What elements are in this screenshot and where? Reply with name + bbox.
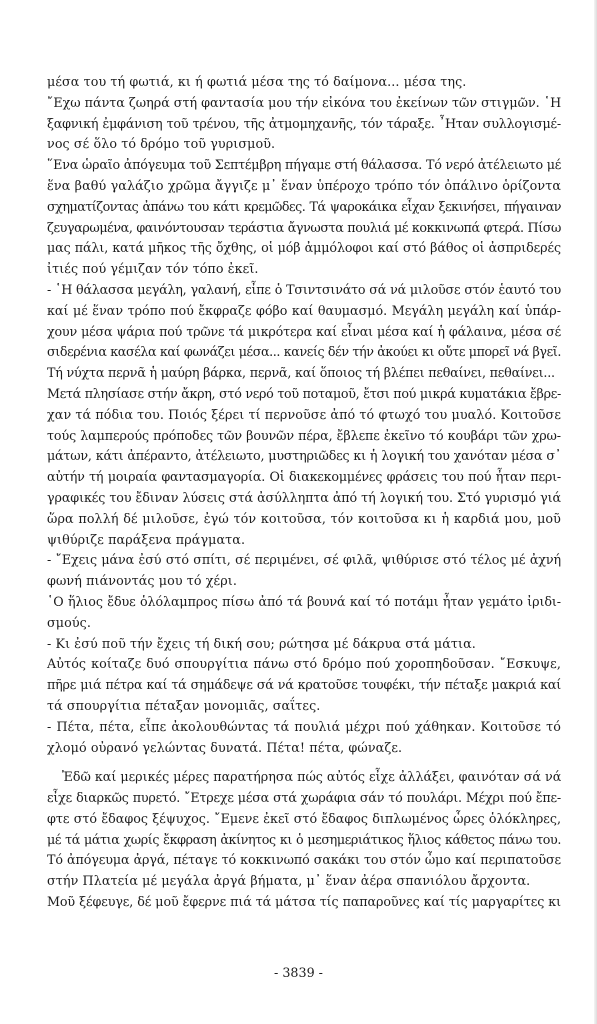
text-line: ῎Εχω πάντα ζωηρά στή φαντασία μου τήν εἰκόνα του ἐκείνων τῶν στιγμῶν. ῾Η bbox=[47, 94, 562, 110]
text-line: ῞Ενα ὡραῖο ἀπόγευμα τοῦ Σεπτέμβρη πήγαμε στή θάλασσα. Τό νερό ἀτέλειωτο μέ bbox=[47, 157, 562, 173]
text-line: σμούς. bbox=[47, 614, 91, 630]
text-line: εἶχε διαρκῶς πυρετό. ῎Ετρεχε μέσα στά χωράφια σάν τό πουλάρι. Μέχρι πού ἔπε- bbox=[47, 790, 561, 806]
page-number: - 3839 - bbox=[274, 965, 323, 980]
text-line: σιδερένια κασέλα καί φωνάζει μέσα... κανείς δέν τήν ἀκούει κι οὔτε μπορεῖ νά βγεῖ. bbox=[47, 344, 561, 360]
text-line: Τό ἀπόγευμα ἀργά, πέταγε τό κοκκινωπό σακάκι του στόν ὦμο καί περιπατοῦσε bbox=[47, 852, 561, 868]
text-line: τά σπουργίτια πέταξαν μονομιᾶς, σαΐτες. bbox=[47, 697, 321, 713]
text-line: ξαφνική ἐμφάνιση τοῦ τρένου, τῆς ἀτμομηχανῆς, τόν τάραξε. ῏Ηταν συλλογισμέ- bbox=[47, 115, 561, 131]
body-text bbox=[47, 72, 561, 913]
text-line: χαν τά πόδια του. Ποιός ξέρει τί περνοῦσε ἀπό τό φτωχό του μυαλό. Κοιτοῦσε bbox=[47, 406, 561, 422]
text-line: χουν μέσα ψάρια πού τρῶνε τά μικρότερα καί εἶναι μέσα καί ἡ φάλαινα, μέσα σέ bbox=[47, 323, 561, 339]
text-line: - Πέτα, πέτα, εἶπε ἀκολουθώντας τά πουλιά μέχρι πού χάθηκαν. Κοιτοῦσε τό bbox=[47, 718, 561, 734]
text-line: χλομό οὐρανό γελώντας δυνατά. Πέτα! πέτα, φώναζε. bbox=[47, 739, 403, 755]
text-line: Αὐτός κοίταζε δυό σπουργίτια πάνω στό δρόμο πού χοροπηδοῦσαν. ῎Εσκυψε, bbox=[47, 656, 561, 672]
text-line: Μετά πλησίασε στήν ἄκρη, στό νερό τοῦ ποταμοῦ, ἔτσι πού μικρά κυματάκια ἔβρε- bbox=[47, 385, 561, 401]
text-line: ἕνα βαθύ γαλάζιο χρῶμα ἄγγιζε μ᾽ ἕναν ὑπέροχο τρόπο τόν ὀπάλινο ὁρίζοντα bbox=[47, 177, 561, 193]
text-line: στήν Πλατεία μέ μεγάλα ἀργά βήματα, μ᾽ ἕναν ἀέρα σπανιόλου ἄρχοντα. bbox=[47, 873, 531, 889]
text-line: μέσα του τή φωτιά, κι ή φωτιά μέσα της τό δαίμονα... μέσα της. bbox=[47, 74, 467, 89]
text-line: - ῎Εχεις μάνα ἐσύ στό σπίτι, σέ περιμένει, σέ φιλᾶ, ψιθύρισε στό τέλος μέ ἀχνή bbox=[47, 552, 561, 568]
text-line: μας πάλι, κατά μῆκος τῆς ὄχθης, οἱ μόβ ἀμμόλοφοι καί στό βάθος οἱ ἀσπριδερές bbox=[47, 240, 561, 256]
text-line: μέ τά μάτια χωρίς ἔκφραση ἀκίνητος κι ὁ μεσημεριάτικος ἥλιος κάθετος πάνω του. bbox=[47, 831, 561, 847]
text-line: καί μέ ἕναν τρόπο πού ἔκφραζε φόβο καί θαυμασμό. Μεγάλη μεγάλη καί ὑπάρ- bbox=[47, 302, 561, 318]
text-line: σχηματίζοντας ἀπάνω του κάτι κρεμῶδες. Τά ψαροκάικα εἶχαν ξεκινήσει, πήγαιναν bbox=[47, 198, 561, 214]
text-line: τούς λαμπερούς πρόποδες τῶν βουνῶν πέρα, ἔβλεπε ἐκεῖνο τό κουβάρι τῶν χρω- bbox=[47, 427, 561, 443]
text-line: νος σέ ὅλο τό δρόμο τοῦ γυρισμοῦ. bbox=[47, 136, 276, 152]
text-line: φτε στό ἔδαφος ξέψυχος. ῎Εμενε ἐκεῖ στό ἔδαφος διπλωμένος ὧρες ὁλόκληρες, bbox=[47, 810, 561, 826]
text-line: φωνή πιάνοντάς μου τό χέρι. bbox=[47, 573, 237, 589]
text-line: ψιθύριζε παράξενα πράγματα. bbox=[47, 531, 246, 547]
text-line: - ῾Η θάλασσα μεγάλη, γαλανή, εἶπε ὁ Τσιντσινάτο σά νά μιλοῦσε στόν ἑαυτό του bbox=[47, 281, 561, 297]
text-line: Τή νύχτα περνᾶ ἡ μαύρη βάρκα, περνᾶ, καί ὅποιος τή βλέπει πεθαίνει, πεθαίνει... bbox=[47, 365, 555, 381]
text-line: ἰτιές πού γέμιζαν τόν τόπο ἐκεῖ. bbox=[47, 261, 259, 277]
text-line: ῾Ο ἥλιος ἔδυε ὁλόλαμπρος πίσω ἀπό τά βουνά καί τό ποτάμι ἦταν γεμάτο ἰριδι- bbox=[47, 593, 561, 609]
text-line: μάτων, κάτι ἀπέραντο, ἀτέλειωτο, μυστηριῶδες κι ἡ λογική του χανόταν μέσα σ᾽ bbox=[47, 448, 561, 464]
text-line: αὐτήν τή μοιραία φαντασμαγορία. Οἱ διακεκομμένες φράσεις του πού ἦταν περι- bbox=[47, 469, 561, 485]
paragraph-gap bbox=[47, 758, 561, 767]
text-line: ζευγαρωμένα, φαινόντουσαν τεράστια ἄγνωστα πουλιά μέ κοκκινωπά φτερά. Πίσω bbox=[47, 219, 561, 235]
text-line: ὥρα πολλή δέ μιλοῦσε, ἐγώ τόν κοιτοῦσα, τόν κοιτοῦσα κι ἡ καρδιά μου, μοῦ bbox=[47, 510, 561, 526]
text-line: - Κι ἐσύ ποῦ τήν ἔχεις τή δική σου; ρώτησα μέ δάκρυα στά μάτια. bbox=[47, 635, 476, 651]
text-line: πῆρε μιά πέτρα καί τά σημάδεψε σά νά κρατοῦσε τουφέκι, τήν πέταξε μακριά καί bbox=[47, 677, 561, 693]
text-line: γραφικές του ἔδιναν λύσεις στά ἀσύλληπτα ἀπό τή λογική του. Στό γυρισμό γιά bbox=[47, 489, 561, 505]
text-line: Μοῦ ξέφευγε, δέ μοῦ ἔφερνε πιά τά μάτσα τίς παπαροῦνες καί τίς μαργαρίτες κι bbox=[47, 894, 561, 910]
text-line: Ἐδῶ καί μερικές μέρες παρατήρησα πώς αὐτός εἶχε ἀλλάξει, φαινόταν σά νά bbox=[62, 769, 562, 785]
